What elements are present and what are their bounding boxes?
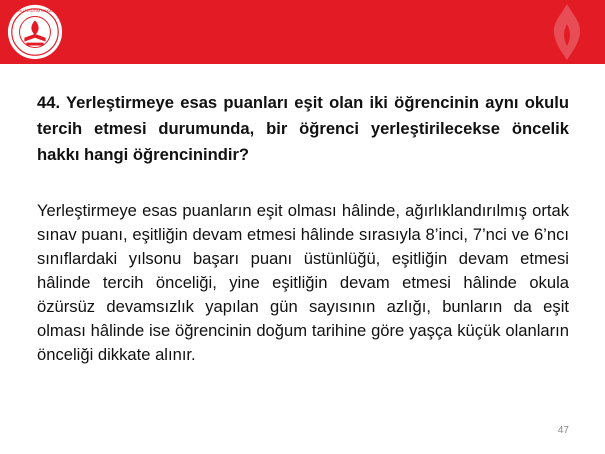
meb-emblem-icon bbox=[6, 3, 64, 61]
flame-icon bbox=[537, 2, 597, 62]
logo-text: T.C. MİLLÎ EĞİTİM BAKANLIĞI bbox=[8, 9, 62, 14]
header-band bbox=[0, 0, 605, 64]
answer-text: Yerleştirmeye esas puanların eşit olması hâlinde, ağırlıklandırılmış ortak sınav puanı, eşitliğin devam etmesi hâlinde sırasıyla 8’inci, 7’nci ve 6’ncı sınıflardaki yılsonu başarı puanı üstünlüğü, eşitliğin devam etmesi hâlinde tercih önceliği, yine eşitliğin devam etmesi hâlinde okula özürsüz devamsızlık yapılan gün sayısının azlığı, bunların da eşit olması hâlinde ise öğrencinin doğum tarihine göre yaşça küçük olanların önceliği dikkate alınır. bbox=[37, 201, 569, 364]
page-number: 47 bbox=[557, 425, 569, 436]
question-text: 44. Yerleştirmeye esas puanları eşit olan iki öğrencinin aynı okulu tercih etmesi durumunda, bir öğrenci yerleştirilecekse öncelik hakkı hangi öğrencinindir? bbox=[37, 93, 569, 164]
